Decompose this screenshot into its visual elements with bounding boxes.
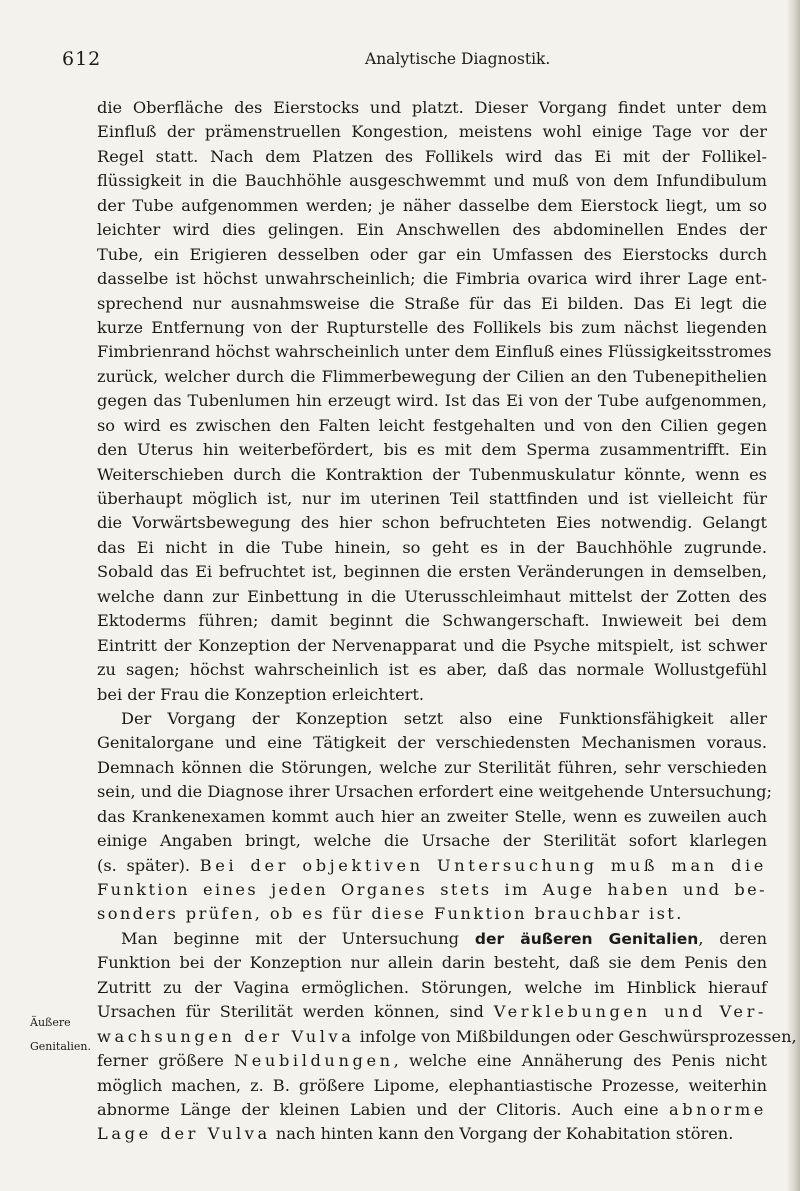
text-line-mixed bbox=[97, 1025, 797, 1049]
text-line: sprechend nur ausnahmsweise die Straße für das Ei bilden. Das Ei legt die bbox=[97, 293, 767, 313]
marginal-note bbox=[30, 1011, 91, 1060]
spaced-emphasis: Neubildungen bbox=[233, 1051, 394, 1071]
text-line: Funktion bei der Konzeption nur allein darin besteht, daß sie dem Penis den bbox=[97, 953, 767, 973]
text-span: infolge von Mißbildungen oder Geschwürsprozessen, bbox=[354, 1026, 797, 1046]
text-line: Weiterschieben durch die Kontraktion der Tubenmuskulatur könnte, wenn es bbox=[97, 464, 767, 484]
spaced-emphasis: wachsungen der Vulva bbox=[97, 1026, 355, 1046]
text-line: Eintritt der Konzeption der Nervenapparat und die Psyche mitspielt, ist schwer bbox=[97, 635, 767, 655]
text-line-mixed bbox=[97, 1000, 767, 1024]
text-line: so wird es zwischen den Falten leicht festgehalten und von den Cilien gegen bbox=[97, 415, 767, 435]
page-number: 612 bbox=[62, 48, 102, 70]
text-line-mixed bbox=[97, 1122, 767, 1146]
text-span: , deren bbox=[698, 928, 767, 948]
text-line: zurück, welcher durch die Flimmerbewegung der Cilien an den Tubenepithelien bbox=[97, 366, 767, 386]
text-span: ferner größere bbox=[97, 1051, 234, 1071]
paragraph-conception-process bbox=[97, 96, 772, 707]
spaced-emphasis: Bei der objektiven Untersuchung muß man die bbox=[199, 855, 767, 875]
paragraph-external-genitalia bbox=[97, 927, 797, 1147]
text-line: das Krankenexamen kommt auch hier an zweiter Stelle, wenn es zuweilen auch bbox=[97, 806, 767, 826]
text-line: Einfluß der prämenstruellen Kongestion, meistens wohl einige Tage vor der bbox=[97, 122, 767, 142]
text-line: dasselbe ist höchst unwahrscheinlich; die Fimbria ovarica wird ihrer Lage ent- bbox=[97, 269, 767, 289]
text-line: Fimbrienrand höchst wahrscheinlich unter dem Einfluß eines Flüssigkeitsstromes bbox=[97, 342, 772, 362]
text-line: welche dann zur Einbettung in die Uterusschleimhaut mittelst der Zotten des bbox=[97, 586, 767, 606]
marginal-note-line: Äußere bbox=[30, 1016, 71, 1029]
text-line-mixed bbox=[97, 854, 767, 878]
text-line: die Oberfläche des Eierstocks und platzt. Dieser Vorgang findet unter dem bbox=[97, 98, 767, 117]
body-text bbox=[97, 96, 797, 1147]
text-line: Der Vorgang der Konzeption setzt also eine Funktionsfähigkeit aller bbox=[121, 708, 767, 728]
spaced-emphasis: Lage der Vulva bbox=[97, 1124, 271, 1144]
text-line: Zutritt zu der Vagina ermöglichen. Störungen, welche im Hinblick hierauf bbox=[97, 977, 767, 997]
text-line: der Tube aufgenommen werden; je näher dasselbe dem Eierstock liegt, um so bbox=[97, 195, 767, 215]
text-span: abnorme Länge der kleinen Labien und der Clitoris. Auch eine bbox=[97, 1099, 669, 1119]
page-header bbox=[0, 46, 800, 76]
paragraph-functional-capacity bbox=[97, 707, 772, 927]
text-line: gegen das Tubenlumen hin erzeugt wird. Ist das Ei von der Tube aufgenommen, bbox=[97, 391, 767, 411]
text-line: Regel statt. Nach dem Platzen des Follikels wird das Ei mit der Follikel- bbox=[97, 146, 767, 166]
text-line: überhaupt möglich ist, nur im uterinen Teil stattfinden und ist vielleicht für bbox=[97, 489, 767, 508]
text-span: (s. später). bbox=[97, 855, 200, 875]
text-line: den Uterus hin weiterbefördert, bis es mit dem Sperma zusammentrifft. Ein bbox=[97, 440, 767, 460]
text-line-mixed bbox=[97, 1049, 767, 1073]
text-line: Demnach können die Störungen, welche zur Sterilität führen, sehr verschieden bbox=[97, 757, 767, 777]
spaced-emphasis-line: Funktion eines jeden Organes stets im Auge haben und be- bbox=[97, 880, 767, 899]
text-line-mixed bbox=[97, 1098, 767, 1122]
text-span: nach hinten kann den Vorgang der Kohabitation stören. bbox=[270, 1124, 734, 1144]
text-span: Man beginne mit der Untersuchung bbox=[121, 928, 475, 948]
text-line: Ektoderms führen; damit beginnt die Schwangerschaft. Inwieweit bei dem bbox=[97, 611, 767, 631]
spaced-emphasis: Verklebungen und Ver- bbox=[493, 1002, 767, 1022]
text-span: Ursachen für Sterilität werden können, sind bbox=[97, 1002, 494, 1022]
text-line: Genitalorgane und eine Tätigkeit der verschiedensten Mechanismen voraus. bbox=[97, 733, 767, 753]
running-head: Analytische Diagnostik. bbox=[365, 50, 551, 68]
text-line: zu sagen; höchst wahrscheinlich ist es aber, daß das normale Wollustgefühl bbox=[97, 660, 767, 680]
text-span: , welche eine Annäherung des Penis nicht bbox=[393, 1051, 767, 1071]
spaced-emphasis: abnorme bbox=[668, 1099, 767, 1119]
text-line: Sobald das Ei befruchtet ist, beginnen die ersten Veränderungen in demselben, bbox=[97, 562, 767, 582]
text-line: die Vorwärtsbewegung des hier schon befruchteten Eies notwendig. Gelangt bbox=[97, 513, 767, 533]
text-line: flüssigkeit in die Bauchhöhle ausgeschwemmt und muß von dem Infundibulum bbox=[97, 171, 767, 191]
text-line: leichter wird dies gelingen. Ein Anschwellen des abdominellen Endes der bbox=[97, 220, 767, 240]
text-line-mixed bbox=[97, 927, 767, 951]
text-line: möglich machen, z. B. größere Lipome, elephantiastische Prozesse, weiterhin bbox=[97, 1075, 767, 1095]
bold-heading-term: der äußeren Genitalien bbox=[474, 929, 699, 948]
text-line: sein, und die Diagnose ihrer Ursachen erfordert eine weitgehende Untersuchung; bbox=[97, 782, 772, 802]
text-line: kurze Entfernung von der Rupturstelle des Follikels bis zum nächst liegenden bbox=[97, 317, 767, 337]
text-line: bei der Frau die Konzeption erleichtert. bbox=[97, 684, 425, 704]
text-line: einige Angaben bringt, welche die Ursache der Sterilität sofort klarlegen bbox=[97, 831, 767, 851]
text-line: das Ei nicht in die Tube hinein, so geht es in der Bauchhöhle zugrunde. bbox=[97, 537, 767, 557]
spaced-emphasis-line: sonders prüfen, ob es für diese Funktion brauchbar ist. bbox=[97, 904, 684, 924]
page-edge-shadow bbox=[786, 0, 800, 1191]
marginal-note-line: Genitalien. bbox=[30, 1040, 92, 1054]
text-line: Tube, ein Erigieren desselben oder gar ein Umfassen des Eierstocks durch bbox=[97, 244, 767, 264]
